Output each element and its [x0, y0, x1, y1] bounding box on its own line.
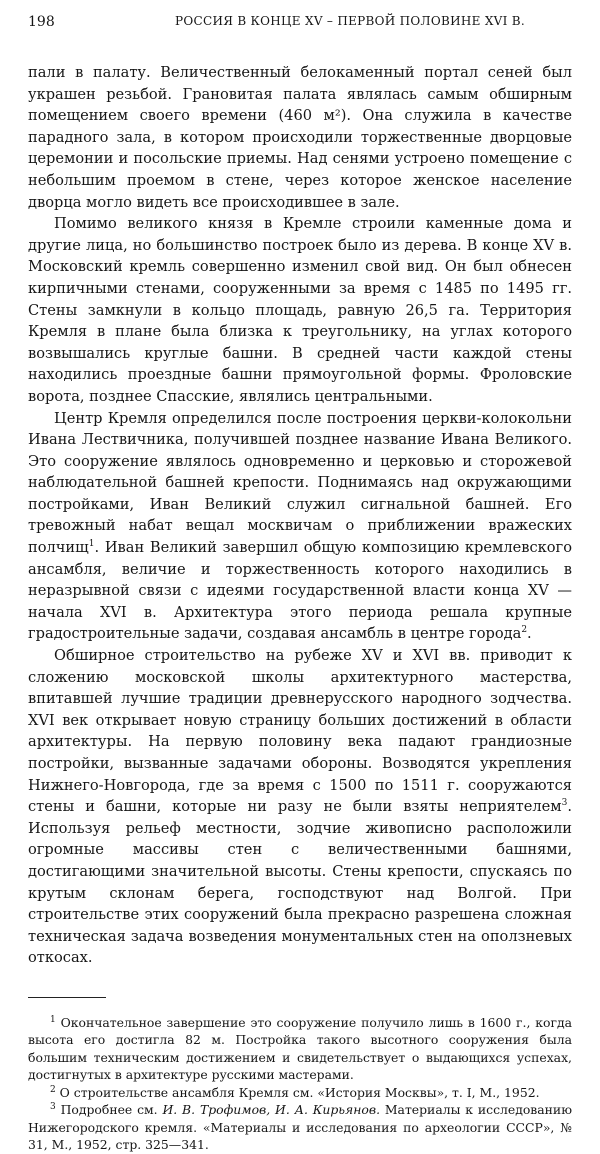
paragraph-3-text-a: Центр Кремля определился после построения церкви-колокольни Ивана Лествичника, получившей позднее название Ивана Великого. Это сооружение являлось одновременно и церковью и сторожевой наблюдательной башней крепости. Поднимаясь над окружающими постройками, Иван Великий служил сигнальной башней. Его тревожный набат вещал москвичам о приближении вражеских полчищ: [28, 409, 572, 557]
paragraph-3-text-b: . Иван Великий завершил общую композицию кремлевского ансамбля, величие и торжественность которого находились в неразрывной связи с идеями государственной власти конца XV — начала XVI в. Архитектура этого периода решала крупные градостроительные задачи, создавая ансамбль в центре города: [28, 539, 572, 643]
footnote-2-mark: 2: [50, 1084, 56, 1095]
footnote-ref-3: 3: [561, 798, 568, 809]
paragraph-2: [28, 213, 572, 407]
footnote-3-authors: И. В. Трофимов, И. А. Кирьянов.: [162, 1102, 381, 1118]
page-number: 198: [28, 14, 55, 30]
paragraph-3: [28, 408, 572, 646]
footnote-3-text-post: Материалы к исследованию Нижегородского кремля. «Материалы и исследования по археологии СССР», № 31, М., 1952, стр. 325—341.: [28, 1102, 572, 1153]
paragraph-4-text-a: Обширное строительство на рубеже XV и XVI вв. приводит к сложению московской школы архитектурного мастерства, впитавшей лучшие традиции древнерусского народного зодчества. XVI век открывает новую страницу больших достижений в области архитектуры. На первую половину века падают грандиозные постройки, вызванные задачами обороны. Возводятся укрепления Нижнего-Новгорода, где за время с 1500 по 1511 г. сооружаются стены и башни, которые ни разу не были взяты неприятелем: [28, 647, 572, 816]
running-title: РОССИЯ В КОНЦЕ XV – ПЕРВОЙ ПОЛОВИНЕ XVI В.: [174, 14, 526, 28]
footnote-3-text-pre: Подробнее см.: [55, 1102, 163, 1118]
footnote-ref-1: 1: [88, 539, 95, 550]
footnote-1: [28, 1014, 572, 1084]
footnote-1-mark: 1: [50, 1014, 56, 1025]
footnote-2: [28, 1084, 572, 1102]
paragraph-3-text-c: .: [527, 625, 532, 643]
footnote-2-text: О строительстве ансамбля Кремля см. «История Москвы», т. I, М., 1952.: [55, 1084, 540, 1100]
footnote-divider: [28, 997, 106, 998]
footnote-3-mark: 3: [50, 1102, 56, 1113]
main-text: [28, 62, 572, 969]
paragraph-4-text-b: . Используя рельеф местности, зодчие живописно расположили огромные массивы стен с величественными башнями, достигающими значительной высоты. Стены крепости, спускаясь по крутым склонам берега, господствуют над Волгой. При строительстве этих сооружений была прекрасно разрешена сложная техническая задача возведения монументальных стен на оползневых откосах.: [28, 798, 572, 967]
footnote-3: [28, 1101, 572, 1154]
footnote-1-text: Окончательное завершение это сооружение получило лишь в 1600 г., когда высота его достигла 82 м. Постройка такого высотного сооружения была большим техническим достижением и свидетельствует о выдающихся успехах, достигнутых в архитектуре русскими мастерами.: [28, 1014, 572, 1083]
footnotes: [28, 1014, 572, 1154]
page-header: [28, 14, 572, 36]
footnote-ref-2: 2: [521, 625, 528, 636]
paragraph-1: [28, 62, 572, 213]
paragraph-2-text: Помимо великого князя в Кремле строили каменные дома и другие лица, но большинство построек было из дерева. В конце XV в. Московский кремль совершенно изменил свой вид. Он был обнесен кирпичными стенами, сооруженными за время с 1485 по 1495 гг. Стены замкнули в кольцо площадь, равную 26,5 га. Территория Кремля в плане была близка к треугольнику, на углах которого возвышались круглые башни. В средней части каждой стены находились проездные башни прямоугольной формы. Фроловские ворота, позднее Спасские, являлись центральными.: [28, 215, 572, 405]
paragraph-1-text: пали в палату. Величественный белокаменный портал сеней был украшен резьбой. Грановитая палата являлась самым обширным помещением своего времени (460 м²). Она служила в качестве парадного зала, в котором происходили торжественные дворцовые церемонии и посольские приемы. Над сенями устроено помещение с небольшим проемом в стене, через которое женское население дворца могло видеть все происходившее в зале.: [28, 64, 572, 211]
paragraph-4: [28, 645, 572, 969]
